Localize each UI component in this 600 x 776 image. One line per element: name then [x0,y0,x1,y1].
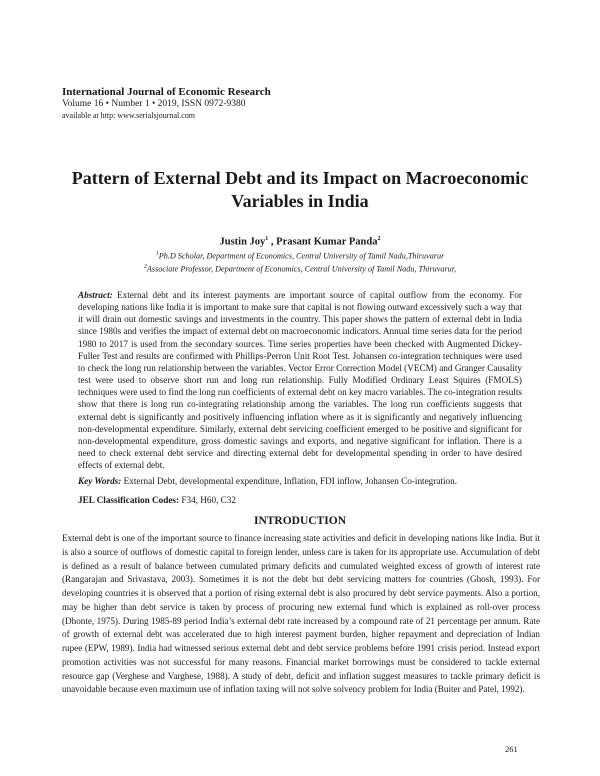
abstract [78,289,522,471]
abstract-text: External debt and its interest payments are important source of capital outflow from the economy. For developing nations like India it is important to make sure that capital is not flowing outward excessively such a way that it will drain out domestic savings and investments in the country. This paper shows the pattern of external debt in India since 1980s and verifies the impact of external debt on macroeconomic indicators. Annual time series data for the period 1980 to 2017 is used from the secondary sources. Time series properties have been checked with Augmented Dickey-Fuller Test and results are confirmed with Phillips-Perron Unit Root Test. Johansen co-integration techniques were used to check the long run relationship between the variables. Vector Error Correction Model (VECM) and Granger Causality test were used to observe short run and long run relationship. Fully Modified Ordinary Least Squires (FMOLS) techniques were used to find the long run coefficients of external debt on key macro variables. The co-integration results show that there is long run co-integrating relationship among the variables. The long run coefficients suggests that external debt is significantly and positively influencing inflation where as it is significantly and negatively influencing non-developmental expenditure. Similarly, external debt servicing coefficient emerged to be positive and significant for non-developmental expenditure, gross domestic savings and exports, and negative significant for inflation. There is a need to check external debt service and directing external debt for developmental spending in order to have desired effects of external debt. [78,290,522,471]
author-line [40,236,560,248]
jel-text: F34, H60, C32 [179,495,236,505]
author-superscript: 1 [265,236,269,242]
abstract-label: Abstract: [78,290,113,300]
affiliation-superscript: 1 [155,251,159,257]
jel-codes [78,495,522,505]
section-heading: INTRODUCTION [253,515,346,527]
journal-name: International Journal of Economic Research [62,86,271,98]
author-name: Justin Joy [219,236,266,248]
introduction-paragraph: External debt is one of the important source to finance increasing state activities and deficit in developing nations like India. But it is also a source of outflows of domestic capital to foreign lender, unless care is taken for its appropriate use. Accumulation of debt is defined as a result of balance between cumulated primary deficits and cumulated weighted excess of growth of interest rate (Rangarajan and Srivastava, 2003). Sometimes it is not the debt but debt servicing matters for countries (Ghosh, 1993). For developing countries it is observed that a portion of rising external debt is also procured by debt service payments. Also a portion, may be higher than debt service is taken by process of procuring new external fund which is explained as roll-over process (Dhonte, 1975). During 1985-89 period India’s external debt rate increased by a compound rate of 21 percentage per annum. Rate of growth of external debt was accelerated due to high interest payment burden, higher repayment and depreciation of Indian rupee (EPW, 1989). India had witnessed serious external debt and debt service problems before 1991 crisis period. Instead export promotion activities was not successful for many reasons. Financial market borrowings must be considered to tackle external resource gap (Verghese and Varghese, 1988). A study of debt, deficit and inflation suggest measures to tackle primary deficit is unavoidable because even maximum use of inflation taxing will not solve solvency problem for India (Buiter and Patel, 1992). [62,533,540,695]
author-superscript: 2 [377,236,381,242]
article-title: Pattern of External Debt and its Impact on Macroeconomic Variables in India [71,168,529,211]
affiliation-superscript: 2 [143,264,147,270]
journal-volume-line: Volume 16 • Number 1 • 2019, ISSN 0972-9380 [62,99,246,109]
affiliation-text: Ph.D Scholar, Department of Economics, Central University of Tamil Nadu,Thiruvarur [158,251,445,261]
keywords-text: External Debt, developmental expenditure, Inflation, FDI inflow, Johansen Co-integration. [121,476,457,486]
page-number: 261 [505,744,518,754]
jel-label: JEL Classification Codes: [78,495,180,505]
keywords-label: Key Words: [78,476,122,486]
author-name: Prasant Kumar Panda [276,236,378,248]
affiliation [40,264,560,274]
journal-header [62,86,542,121]
keywords [78,476,522,486]
author-separator: , [268,236,277,248]
journal-availability: available at http: www.serialsjournal.com [62,110,195,120]
affiliation-text: Associate Professor, Department of Economics, Central University of Tamil Nadu, Thiruvarur, [146,264,457,274]
affiliation [40,251,560,261]
